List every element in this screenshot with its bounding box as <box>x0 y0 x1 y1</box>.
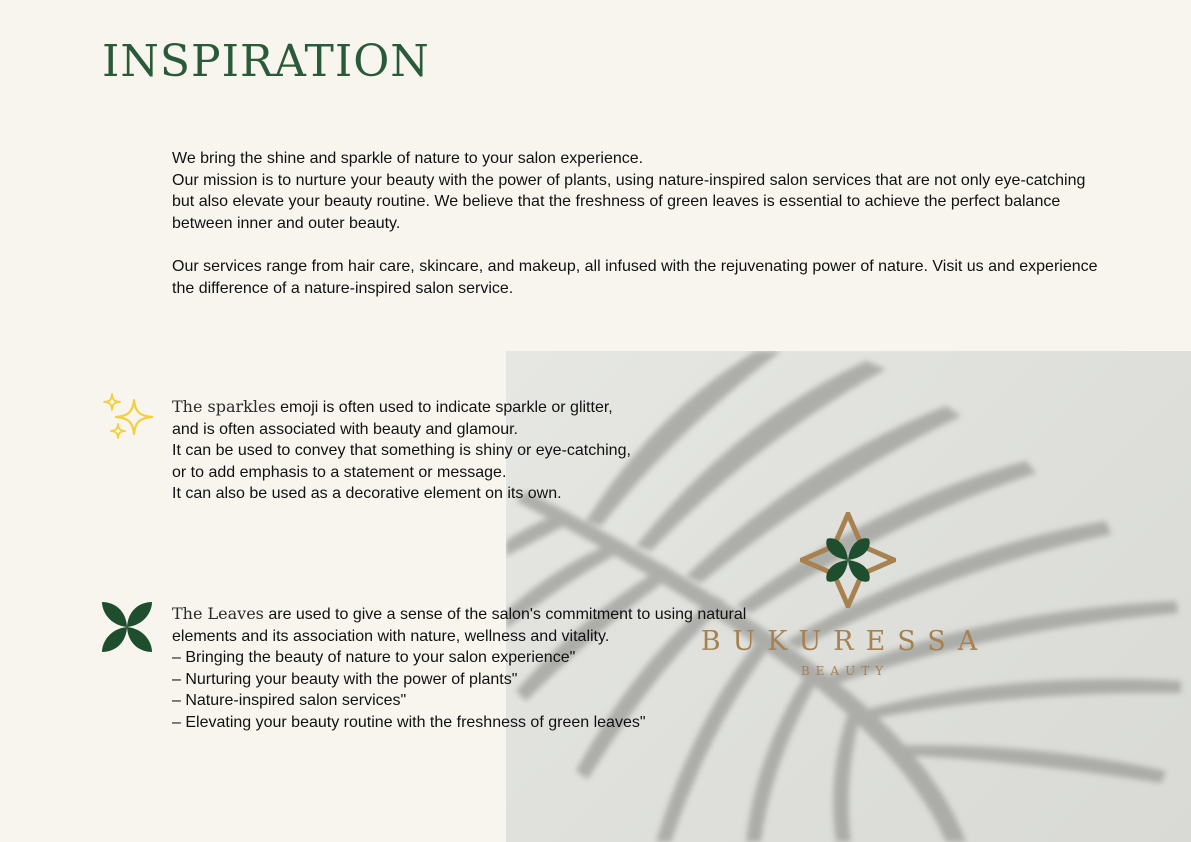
intro-services: Our services range from hair care, skincare, and makeup, all infused with the rejuvenating power of nature. Visit us and experience the difference of a nature-inspired salon service. <box>172 258 1098 297</box>
leaves-bullet: – Elevating your beauty routine with the freshness of green leaves" <box>172 713 646 731</box>
brand-mark-icon <box>800 512 896 608</box>
sparkles-lead: The sparkles <box>172 397 276 416</box>
leaves-bullet: – Nature-inspired salon services" <box>172 692 407 710</box>
brand-name: BUKURESSA <box>700 626 990 657</box>
leaves-bullet: – Bringing the beauty of nature to your salon experience" <box>172 649 576 667</box>
sparkles-line-4: or to add emphasis to a statement or message. <box>172 463 507 481</box>
leaves-icon <box>100 600 154 654</box>
sparkles-section <box>172 396 832 505</box>
sparkles-line-3: It can be used to convey that something is shiny or eye-catching, <box>172 442 631 460</box>
intro-text <box>172 148 1112 300</box>
leaves-lead: The Leaves <box>172 604 264 623</box>
brand-subtitle: BEAUTY <box>800 664 890 678</box>
leaves-section <box>172 603 832 734</box>
intro-line: We bring the shine and sparkle of nature to your salon experience. <box>172 150 644 167</box>
sparkles-text: emoji is often used to indicate sparkle or glitter, <box>275 399 613 416</box>
page-title: INSPIRATION <box>102 36 430 87</box>
intro-mission: Our mission is to nurture your beauty with the power of plants, using nature-inspired salon services that are not only eye-catching but also elevate your beauty routine. We believe that the freshness of green leaves is essential to achieve the perfect balance between inner and outer beauty. <box>172 171 1086 232</box>
sparkles-line-2: and is often associated with beauty and glamour. <box>172 420 518 438</box>
leaves-bullet: – Nurturing your beauty with the power of plants" <box>172 670 518 688</box>
sparkles-line-5: It can also be used as a decorative element on its own. <box>172 485 562 503</box>
sparkles-icon <box>100 392 160 448</box>
leaves-text: are used to give a sense of the salon's commitment to using natural <box>263 606 747 623</box>
leaves-line-1 <box>172 603 832 626</box>
sparkles-line-1 <box>172 396 832 419</box>
leaves-line-2: elements and its association with nature, wellness and vitality. <box>172 627 610 645</box>
